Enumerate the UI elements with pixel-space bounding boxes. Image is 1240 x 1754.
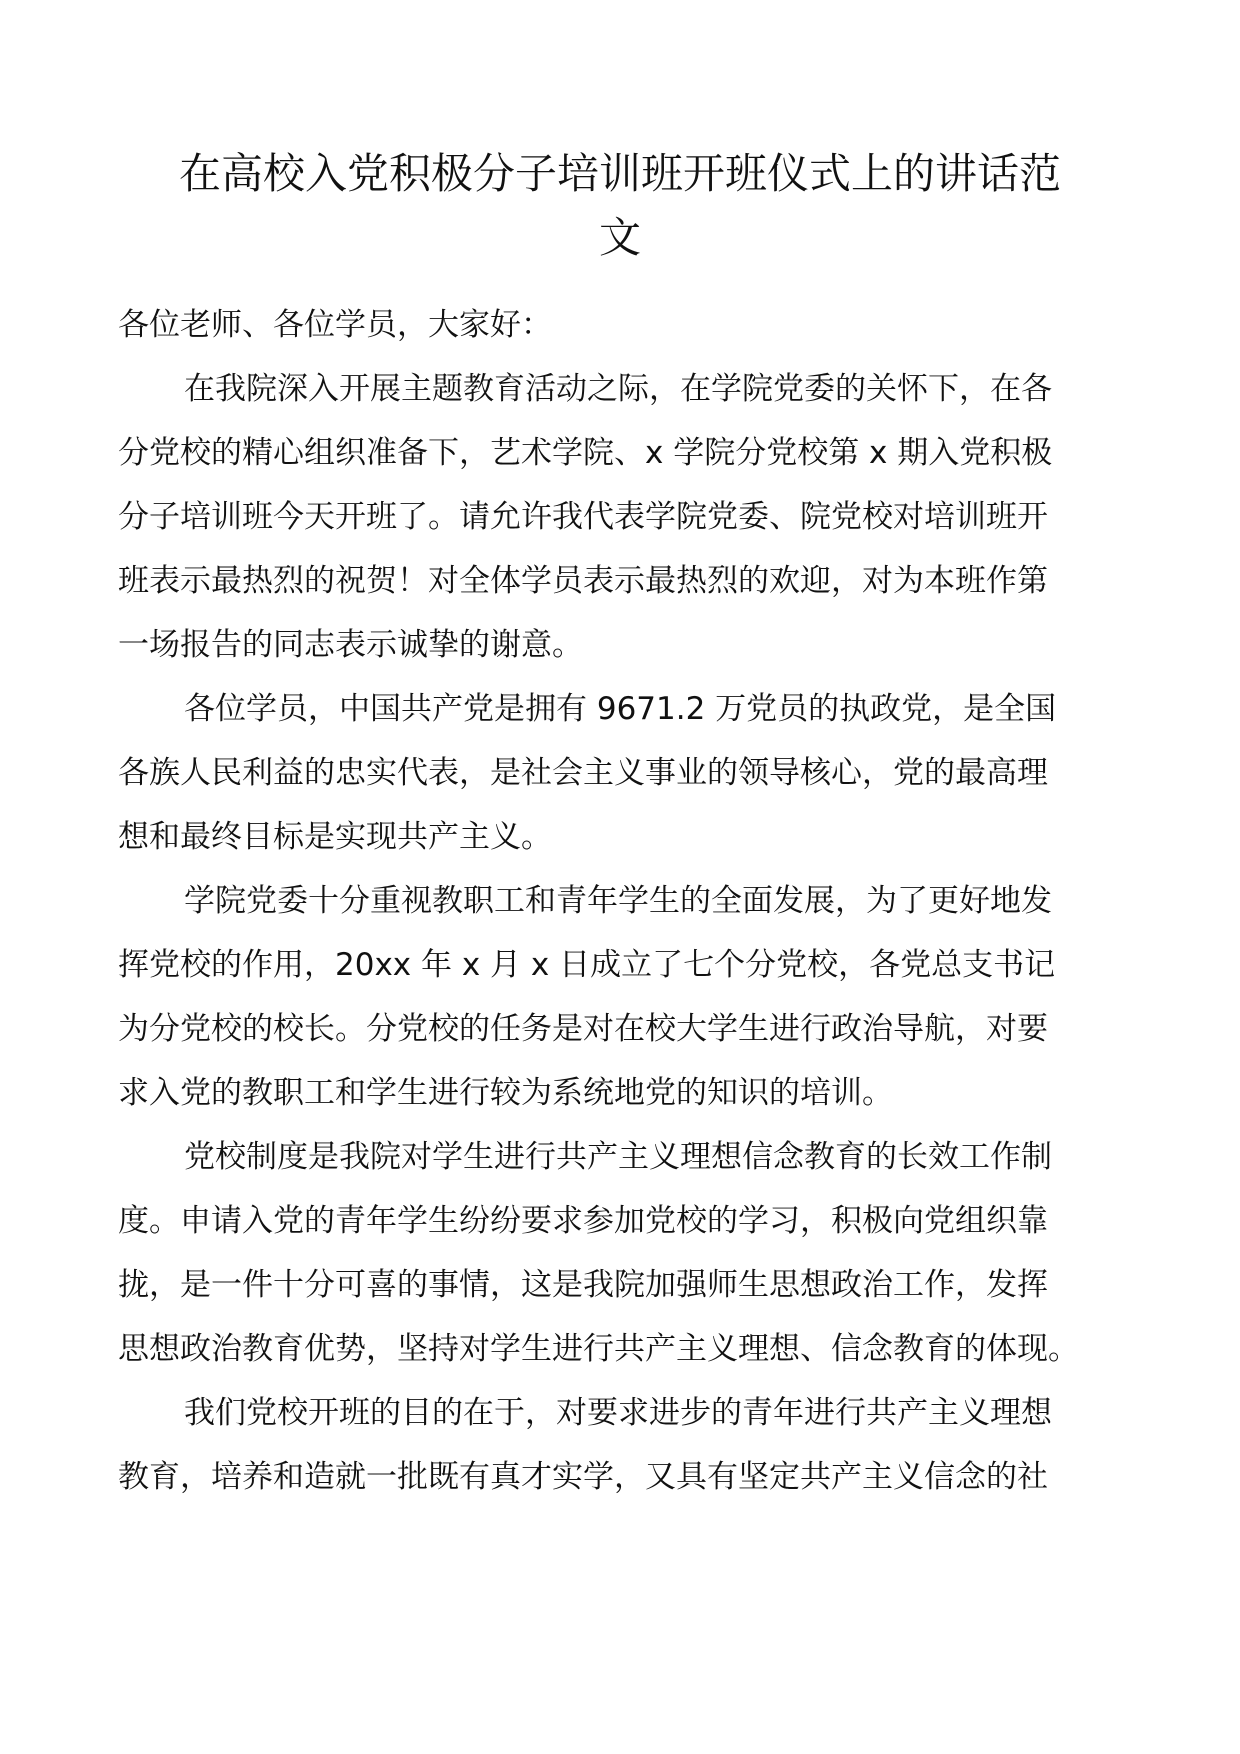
title-line: 文 bbox=[598, 213, 641, 262]
body-line: 思想政治教育优势，坚持对学生进行共产主义理想、信念教育的体现。 bbox=[118, 1331, 1079, 1367]
body-line: 我们党校开班的目的在于，对要求进步的青年进行共产主义理想 bbox=[184, 1395, 1052, 1431]
body-line: 分党校的精心组织准备下，艺术学院、x 学院分党校第 x 期入党积极 bbox=[118, 435, 1053, 471]
body-line: 各族人民利益的忠实代表，是社会主义事业的领导核心，党的最高理 bbox=[118, 755, 1048, 791]
title-line: 在高校入党积极分子培训班开班仪式上的讲话范 bbox=[178, 149, 1061, 198]
body-line: 求入党的教职工和学生进行较为系统地党的知识的培训。 bbox=[118, 1075, 893, 1111]
body-line: 各位学员，中国共产党是拥有 9671.2 万党员的执政党，是全国 bbox=[184, 691, 1057, 727]
document-body bbox=[118, 293, 1122, 1509]
body-line: 党校制度是我院对学生进行共产主义理想信念教育的长效工作制 bbox=[184, 1139, 1052, 1175]
body-line: 在我院深入开展主题教育活动之际，在学院党委的关怀下，在各 bbox=[184, 371, 1052, 407]
body-line: 分子培训班今天开班了。请允许我代表学院党委、院党校对培训班开 bbox=[118, 499, 1048, 535]
document-title bbox=[118, 142, 1122, 270]
body-line: 为分党校的校长。分党校的任务是对在校大学生进行政治导航，对要 bbox=[118, 1011, 1048, 1047]
body-line: 一场报告的同志表示诚挚的谢意。 bbox=[118, 627, 583, 663]
body-lines bbox=[118, 357, 1122, 1509]
body-line: 挥党校的作用，20xx 年 x 月 x 日成立了七个分党校，各党总支书记 bbox=[118, 947, 1056, 983]
body-line: 拢，是一件十分可喜的事情，这是我院加强师生思想政治工作，发挥 bbox=[118, 1267, 1048, 1303]
body-line: 班表示最热烈的祝贺！对全体学员表示最热烈的欢迎，对为本班作第 bbox=[118, 563, 1048, 599]
salutation: 各位老师、各位学员，大家好： bbox=[118, 307, 552, 343]
body-line: 想和最终目标是实现共产主义。 bbox=[118, 819, 552, 855]
body-line: 度。申请入党的青年学生纷纷要求参加党校的学习，积极向党组织靠 bbox=[118, 1203, 1048, 1239]
body-line: 教育，培养和造就一批既有真才实学，又具有坚定共产主义信念的社 bbox=[118, 1459, 1048, 1495]
body-line: 学院党委十分重视教职工和青年学生的全面发展，为了更好地发 bbox=[184, 883, 1052, 919]
